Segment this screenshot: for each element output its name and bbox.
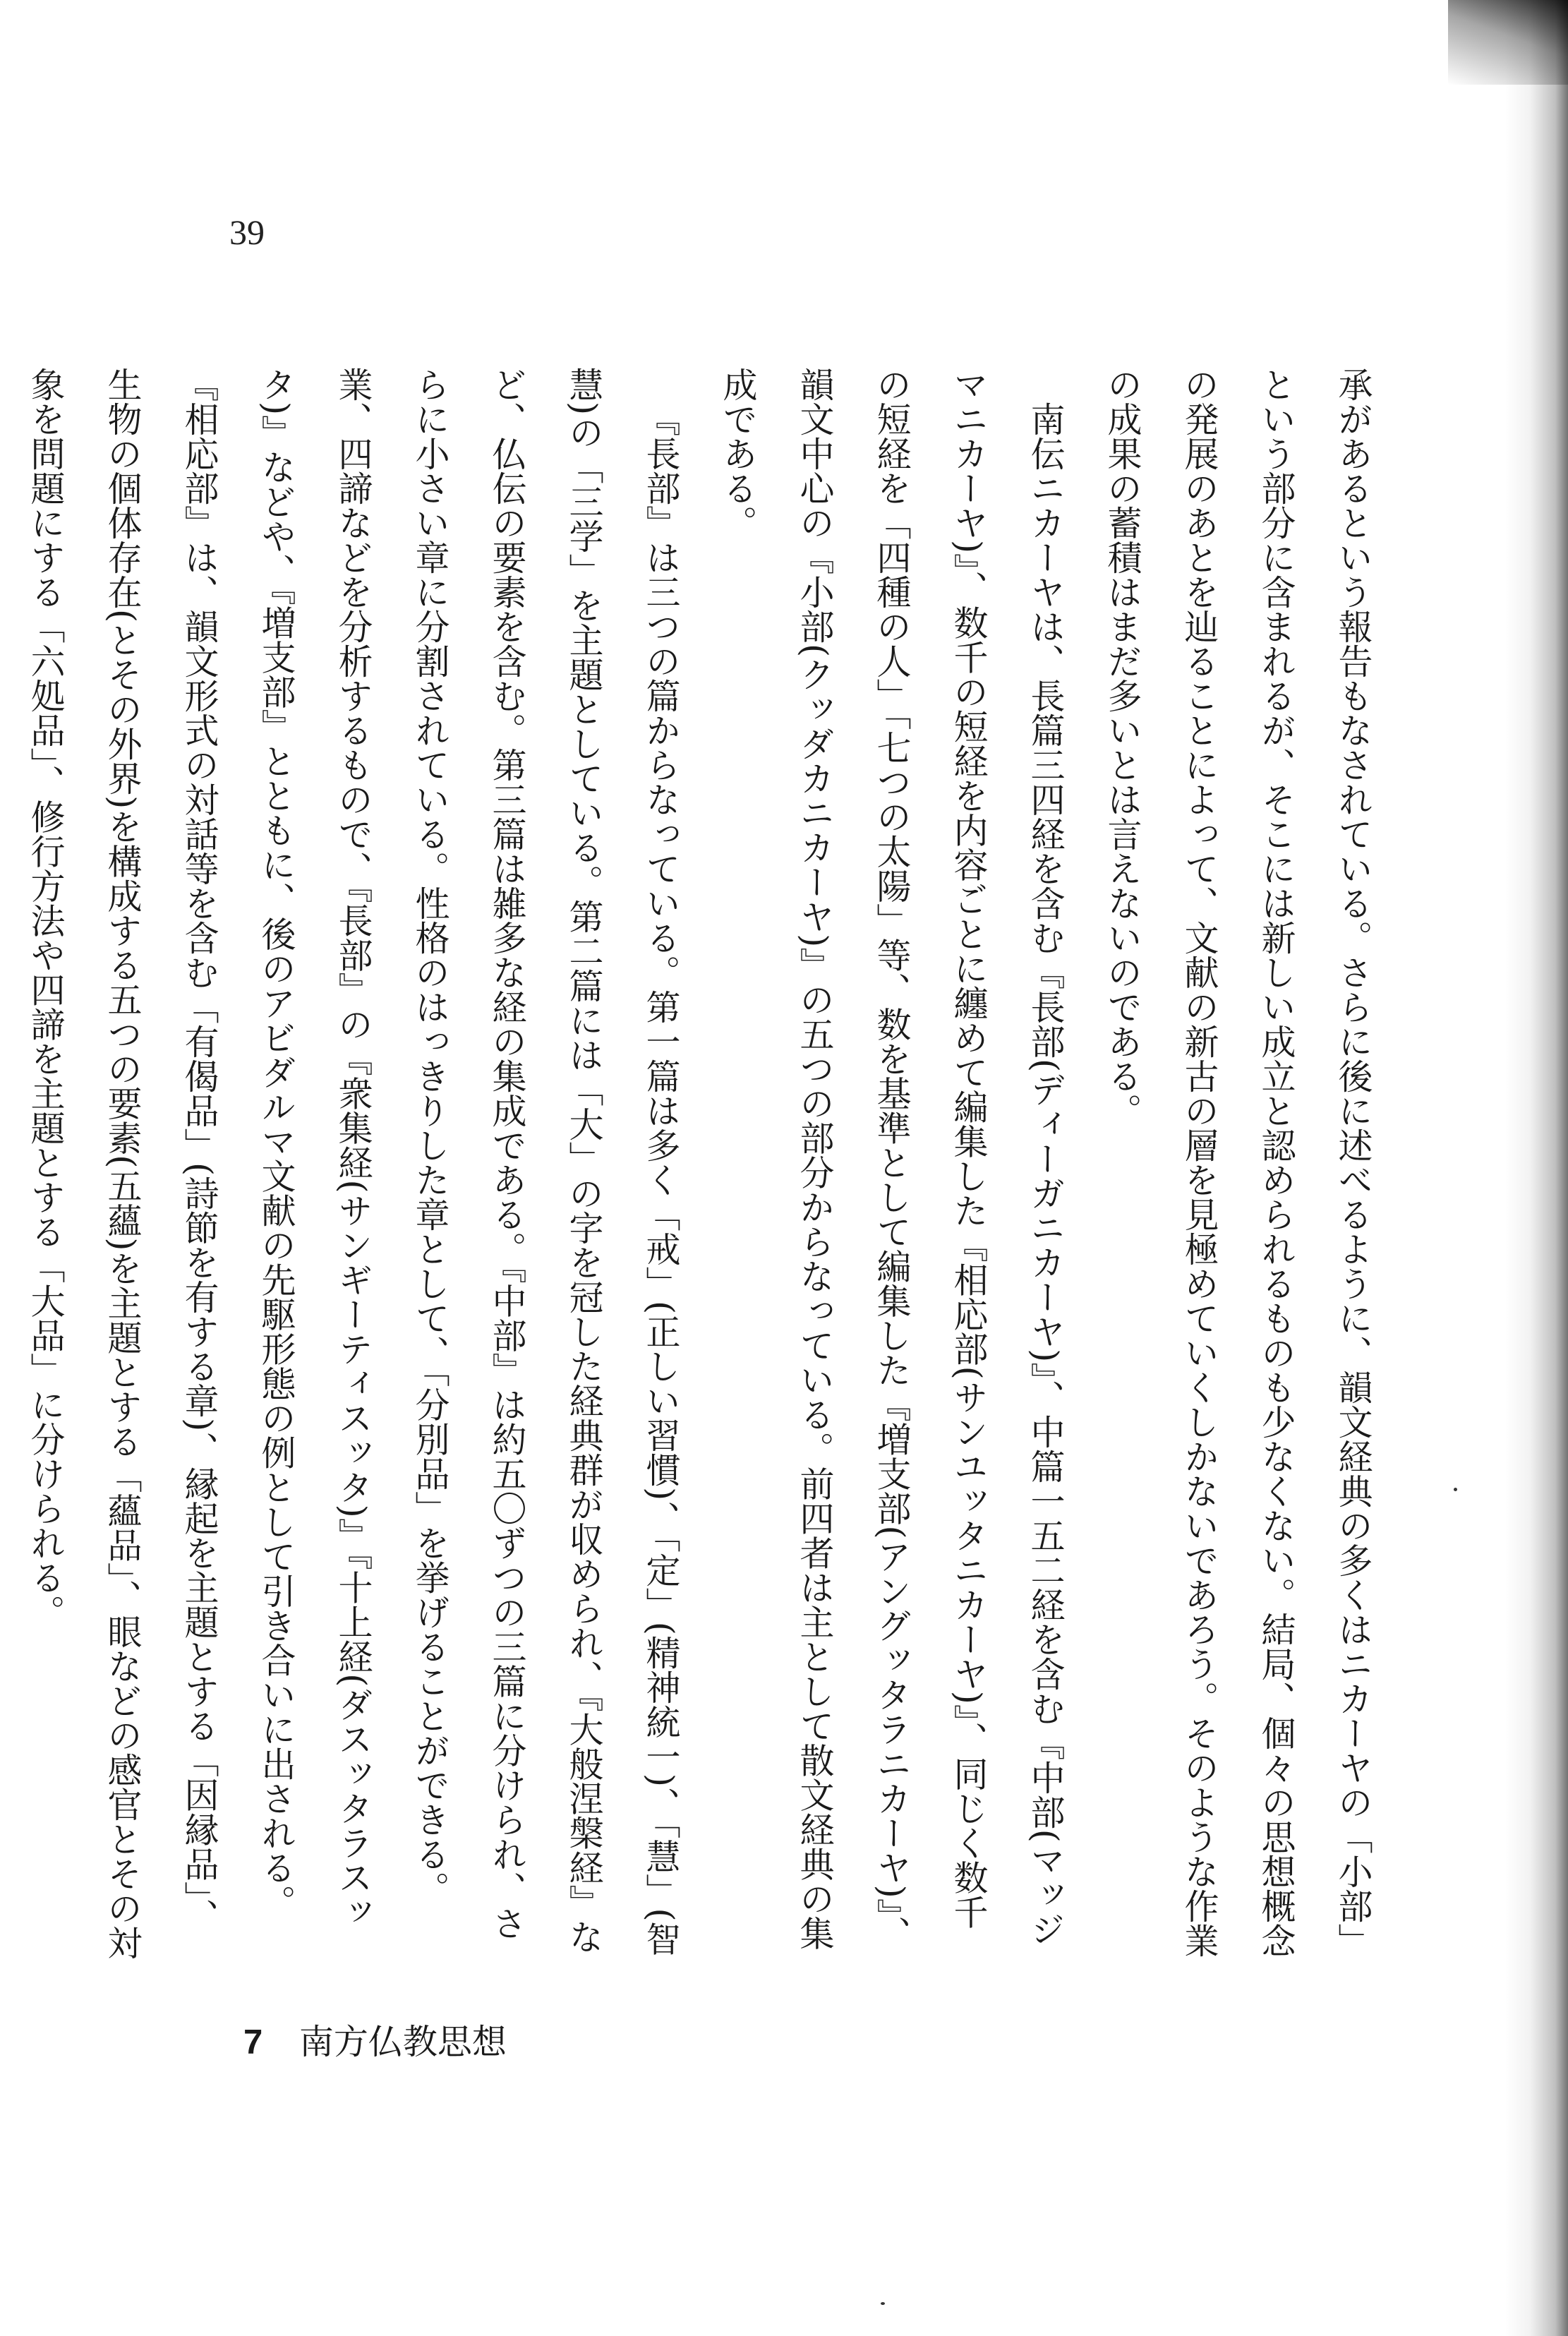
scan-speck bbox=[1454, 1488, 1457, 1491]
body-text bbox=[25, 367, 1392, 1962]
paragraph-3: 『長部』は三つの篇からなっている。第一篇は多く「戒」(正しい習慣)、「定」(精神統一)、「慧」(智慧)の「三学」を主題としている。第二篇には「大」の字を冠した経典群が収められ、『大般涅槃経』など、仏伝の要素を含む。第三篇は雑多な経の集成である。『中部』は約五〇ずつの三篇に分けられ、さらに小さい章に分割されている。性格のはっきりした章として、「分別品」を挙げることができる。業、四諦などを分析するもので、『長部』の『衆集経(サンギーティスッタ)』『十上経(ダスッタラスッタ)』などや、『増支部』とともに、後のアビダルマ文献の先駆形態の例として引き合いに出される。『相応部』は、韻文形式の対話等を含む「有偈品」(詩節を有する章)、縁起を主題とする「因縁品」、生物の個体存在(とその外界)を構成する五つの要素(五蘊)を主題とする「蘊品」、眼などの感官とその対象を問題にする「六処品」、修行方法や四諦を主題とする「大品」に分けられる。 bbox=[25, 367, 681, 1960]
chapter-title: 南方仏教思想 bbox=[298, 2022, 507, 2062]
paragraph-1: 承があるという報告もなされている。さらに後に述べるように、韻文経典の多くはニカーヤの「小部」という部分に含まれるが、そこには新しい成立と認められるものも少なくない。結局、個々の思想概念の発展のあとを辿ることによって、文献の新古の層を見極めていくしかないであろう。そのような作業の成果の蓄積はまだ多いとは言えないのである。 bbox=[1102, 367, 1373, 1958]
scan-corner-shadow bbox=[1448, 0, 1568, 85]
running-footer bbox=[243, 2015, 507, 2064]
page-number: 39 bbox=[229, 212, 265, 252]
scan-edge-shadow bbox=[1504, 0, 1568, 2336]
scan-speck bbox=[881, 2302, 885, 2305]
chapter-number: 7 bbox=[243, 2023, 263, 2061]
paragraph-2: 南伝ニカーヤは、長篇三四経を含む『長部(ディーガニカーヤ)』、中篇一五二経を含む『中部(マッジマニカーヤ)』、数千の短経を内容ごとに纏めて編集した『相応部(サンユッタニカーヤ)』、同じく数千の短経を「四種の人」「七つの太陽」等、数を基準として編集した『増支部(アングッタラニカーヤ)』、韻文中心の『小部(クッダカニカーヤ)』の五つの部分からなっている。前四者は主として散文経典の集成である。 bbox=[718, 367, 1066, 1951]
paragraph-4 bbox=[0, 367, 7, 1962]
